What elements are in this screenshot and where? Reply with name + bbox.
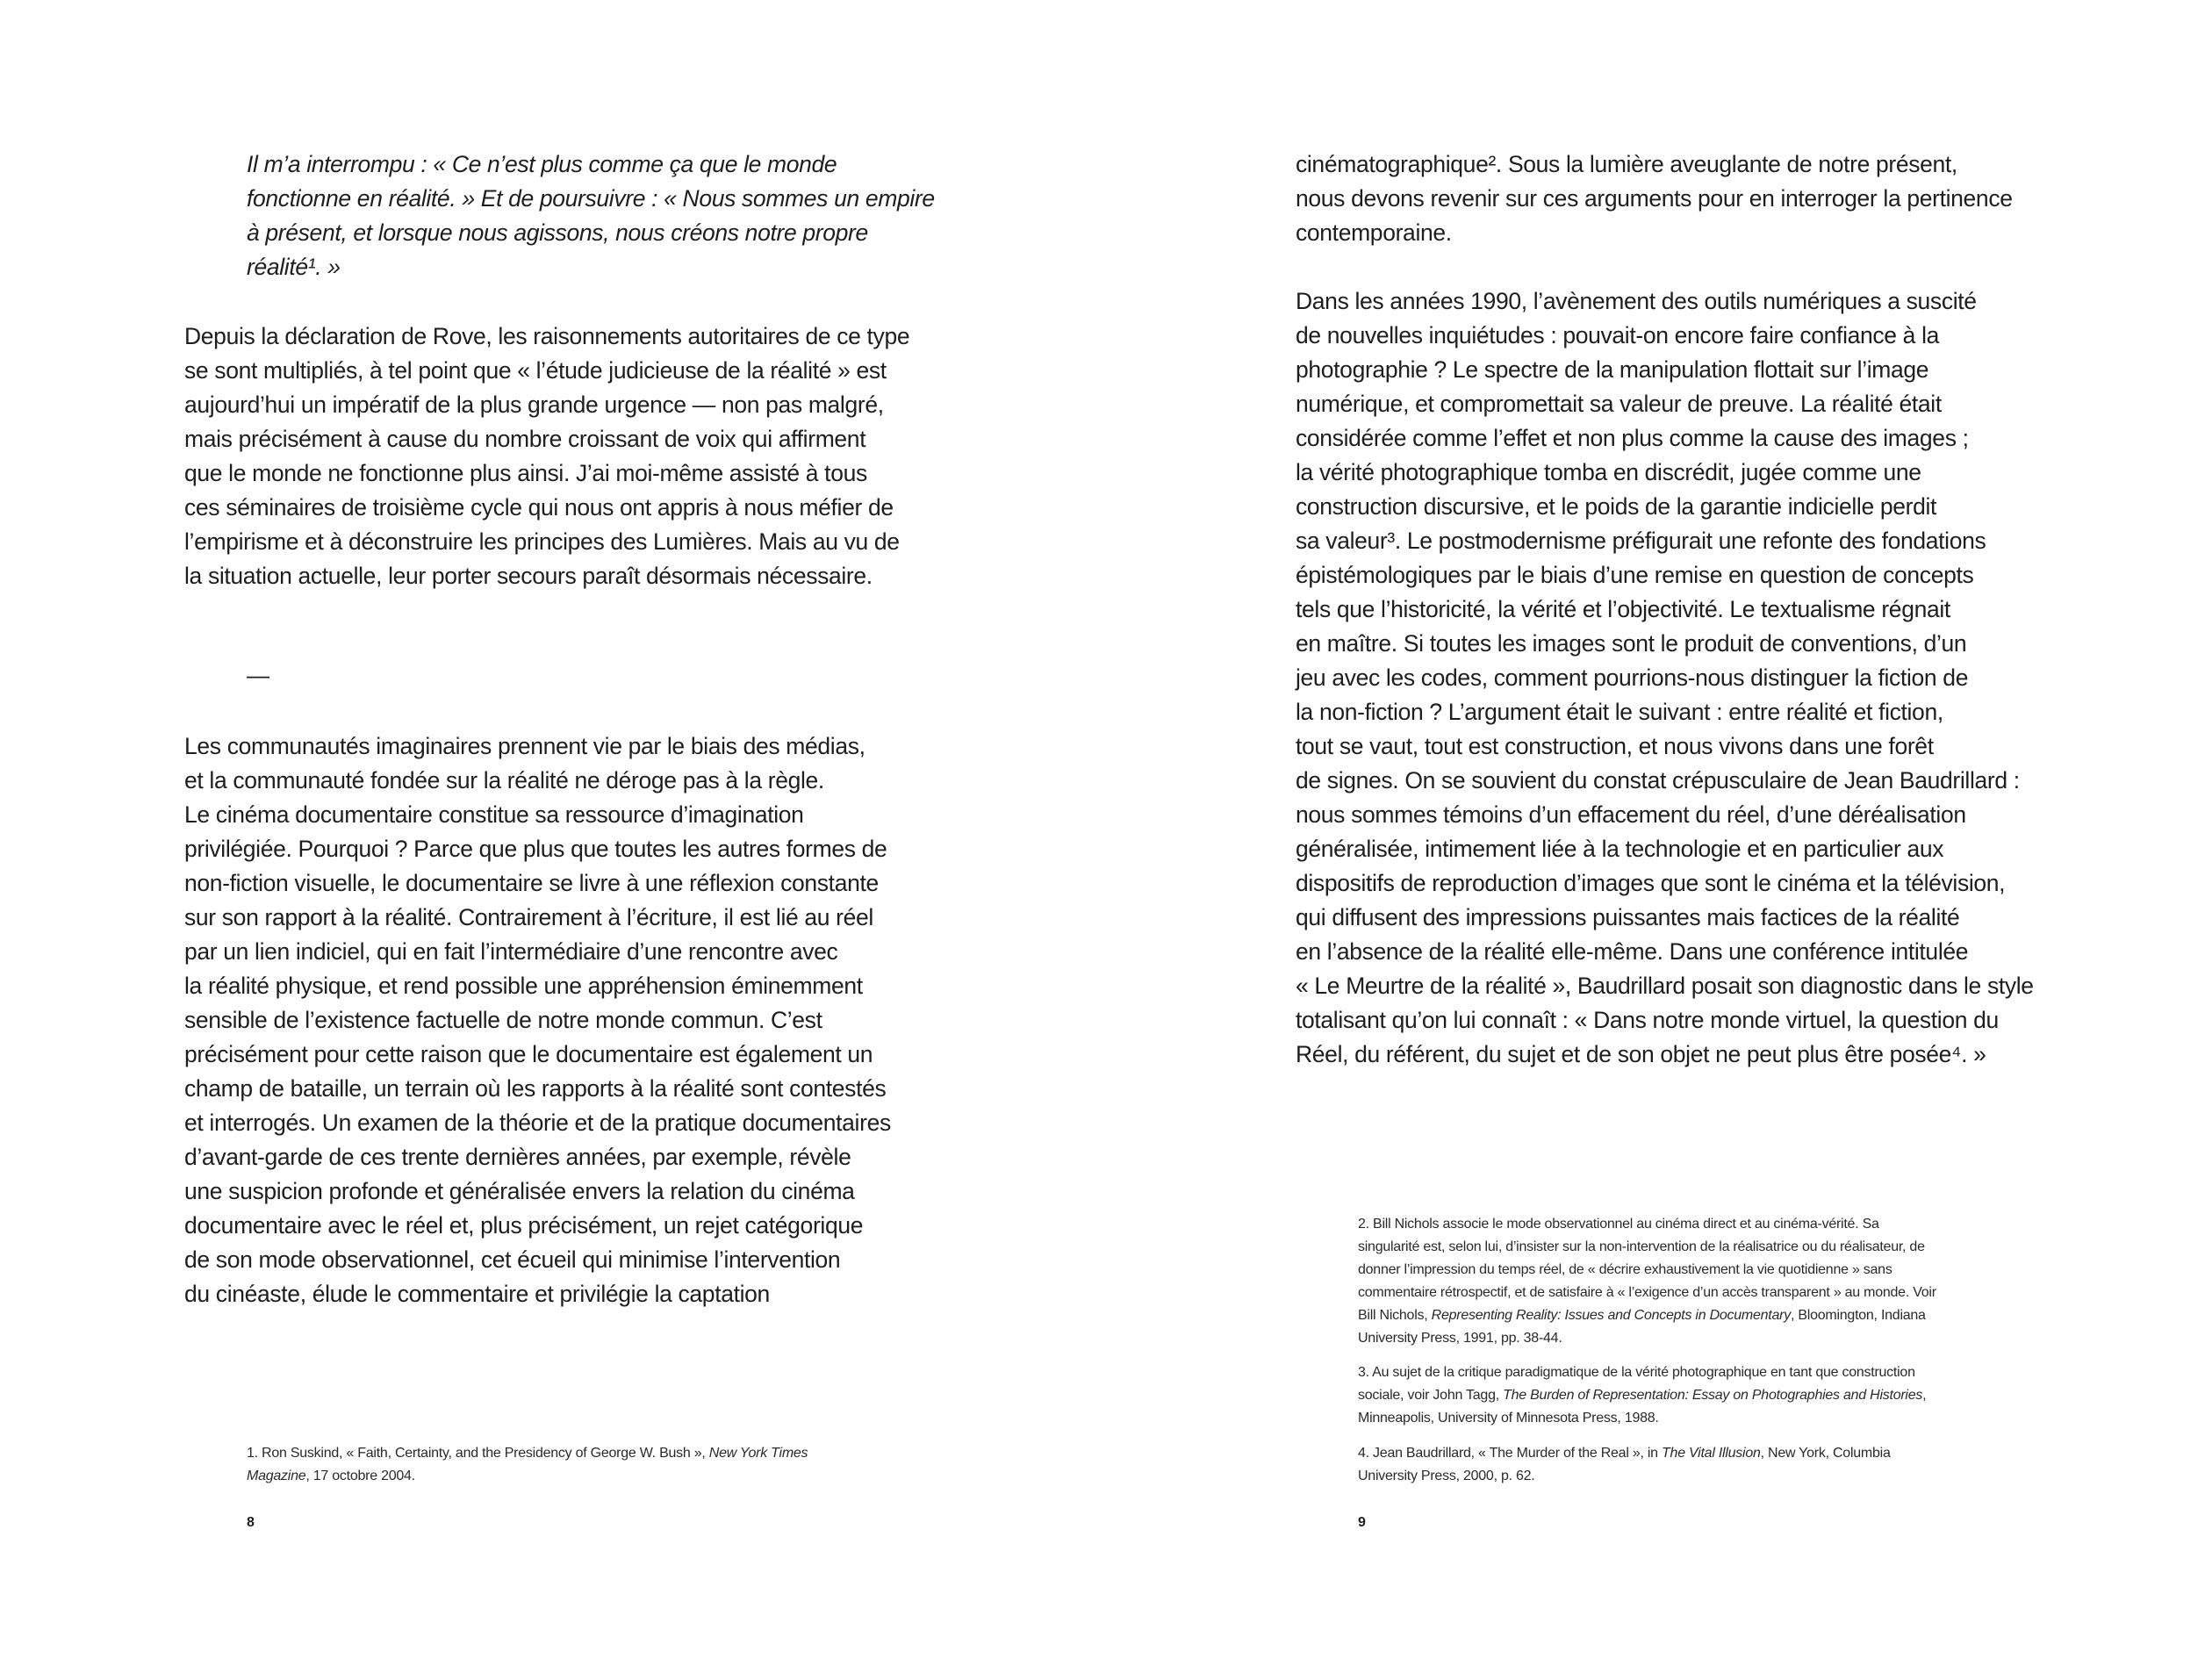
footnote-line bbox=[247, 1442, 808, 1465]
footnote-line bbox=[1358, 1259, 1936, 1282]
footnote-line bbox=[1358, 1282, 1936, 1304]
footnote-text: , 17 octobre 2004. bbox=[305, 1469, 415, 1483]
text-line: documentaire avec le réel et, plus précisément, un rejet catégorique bbox=[184, 1212, 864, 1239]
footnote-text: 4. Jean Baudrillard, « The Murder of the Real », in bbox=[1358, 1446, 1663, 1461]
text-line: Les communautés imaginaires prennent vie par le biais des médias, bbox=[184, 733, 865, 759]
text-line: épistémologiques par le biais d’une remise en question de concepts bbox=[1296, 562, 1974, 588]
text-line: totalisant qu’on lui connaît : « Dans notre monde virtuel, la question du bbox=[1296, 1007, 1999, 1033]
footnote-text: singularité est, selon lui, d’insister sur la non-intervention de la réalisatrice ou du réalisateur, de bbox=[1358, 1239, 1925, 1254]
footnote-text: sociale, voir John Tagg, bbox=[1358, 1388, 1504, 1403]
text-line: construction discursive, et le poids de la garantie indicielle perdit bbox=[1296, 493, 1937, 520]
text-line: par un lien indiciel, qui en fait l’intermédiaire d’une rencontre avec bbox=[184, 938, 838, 965]
right-paragraph-1 bbox=[1296, 147, 2013, 250]
text-line: sur son rapport à la réalité. Contrairement à l’écriture, il est lié au réel bbox=[184, 904, 873, 930]
footnote-text: commentaire rétrospectif, et de satisfaire à « l’exigence d’un accès transparent » au monde. Voir bbox=[1358, 1285, 1936, 1300]
footnote-line bbox=[1358, 1465, 1891, 1488]
text-line: et interrogés. Un examen de la théorie et de la pratique documentaires bbox=[184, 1110, 891, 1136]
footnote-text: 2. Bill Nichols associe le mode observationnel au cinéma direct et au cinéma-vérité. Sa bbox=[1358, 1217, 1879, 1232]
footnote-line bbox=[1358, 1361, 1926, 1384]
text-line: privilégiée. Pourquoi ? Parce que plus que toutes les autres formes de bbox=[184, 836, 887, 862]
left-paragraph-1 bbox=[184, 320, 909, 593]
page-number-left: 8 bbox=[247, 1515, 255, 1530]
text-line: ces séminaires de troisième cycle qui nous ont appris à nous méfier de bbox=[184, 494, 894, 521]
text-line: fonctionne en réalité. » Et de poursuivre : « Nous sommes un empire bbox=[247, 185, 935, 212]
text-line: la réalité physique, et rend possible une appréhension éminemment bbox=[184, 973, 863, 999]
footnote-2 bbox=[1358, 1213, 1936, 1350]
text-line: Dans les années 1990, l’avènement des outils numériques a suscité bbox=[1296, 288, 1977, 314]
footnote-text: , New York, Columbia bbox=[1760, 1446, 1891, 1461]
text-line: sa valeur³. Le postmodernisme préfigurait une refonte des fondations bbox=[1296, 528, 1986, 554]
text-line: l’empirisme et à déconstruire les principes des Lumières. Mais au vu de bbox=[184, 528, 900, 555]
footnote-3 bbox=[1358, 1361, 1926, 1430]
block-quote bbox=[247, 147, 935, 284]
text-line: réalité¹. » bbox=[247, 254, 341, 280]
text-line: cinématographique². Sous la lumière aveuglante de notre présent, bbox=[1296, 151, 1957, 177]
footnote-line bbox=[1358, 1384, 1926, 1407]
text-line: non-fiction visuelle, le documentaire se livre à une réflexion constante bbox=[184, 870, 879, 896]
text-line: du cinéaste, élude le commentaire et privilégie la captation bbox=[184, 1281, 770, 1307]
text-line: nous sommes témoins d’un effacement du réel, d’une déréalisation bbox=[1296, 801, 1966, 828]
text-line: la non-fiction ? L’argument était le suivant : entre réalité et fiction, bbox=[1296, 699, 1943, 725]
footnote-line bbox=[1358, 1213, 1936, 1236]
italic-title: Magazine bbox=[247, 1469, 306, 1483]
text-line: la situation actuelle, leur porter secours paraît désormais nécessaire. bbox=[184, 563, 873, 589]
text-line: Il m’a interrompu : « Ce n’est plus comme ça que le monde bbox=[247, 151, 837, 177]
text-line: la vérité photographique tomba en discrédit, jugée comme une bbox=[1296, 459, 1921, 485]
footnote-text: donner l’impression du temps réel, de « décrire exhaustivement la vie quotidienne » sans bbox=[1358, 1262, 1892, 1277]
footnote-text: Bill Nichols, bbox=[1358, 1308, 1432, 1323]
text-line: de son mode observationnel, cet écueil qui minimise l’intervention bbox=[184, 1246, 841, 1273]
right-paragraph-2 bbox=[1296, 284, 2034, 1072]
text-line: mais précisément à cause du nombre croissant de voix qui affirment bbox=[184, 426, 866, 452]
page-number-right: 9 bbox=[1358, 1515, 1366, 1530]
footnote-text: 3. Au sujet de la critique paradigmatique de la vérité photographique en tant que construction bbox=[1358, 1365, 1915, 1380]
text-line: d’avant-garde de ces trente dernières années, par exemple, révèle bbox=[184, 1144, 851, 1170]
footnote-line bbox=[1358, 1236, 1936, 1259]
left-paragraph-2 bbox=[184, 729, 891, 1311]
text-line: et la communauté fondée sur la réalité ne déroge pas à la règle. bbox=[184, 767, 824, 794]
text-line: Le cinéma documentaire constitue sa ressource d’imagination bbox=[184, 801, 804, 828]
footnote-text: , bbox=[1922, 1388, 1927, 1403]
section-separator: — bbox=[247, 662, 269, 688]
footnote-line bbox=[1358, 1327, 1936, 1350]
footnote-text: 1. Ron Suskind, « Faith, Certainty, and the Presidency of George W. Bush », bbox=[247, 1446, 709, 1461]
footnote-line bbox=[1358, 1304, 1936, 1327]
text-line: Réel, du référent, du sujet et de son objet ne peut plus être posée⁴. » bbox=[1296, 1041, 1986, 1067]
text-line: dispositifs de reproduction d’images que sont le cinéma et la télévision, bbox=[1296, 870, 2006, 896]
text-line: se sont multipliés, à tel point que « l’étude judicieuse de la réalité » est bbox=[184, 357, 887, 384]
footnote-text: , Bloomington, Indiana bbox=[1790, 1308, 1926, 1323]
text-line: précisément pour cette raison que le documentaire est également un bbox=[184, 1041, 873, 1067]
text-line: sensible de l’existence factuelle de notre monde commun. C’est bbox=[184, 1007, 822, 1033]
text-line: à présent, et lorsque nous agissons, nous créons notre propre bbox=[247, 219, 868, 246]
footnote-line bbox=[247, 1465, 808, 1488]
text-line: contemporaine. bbox=[1296, 219, 1452, 246]
text-line: une suspicion profonde et généralisée envers la relation du cinéma bbox=[184, 1178, 855, 1204]
text-line: en l’absence de la réalité elle-même. Dans une conférence intitulée bbox=[1296, 938, 1969, 965]
text-line: nous devons revenir sur ces arguments pour en interroger la pertinence bbox=[1296, 185, 2013, 212]
footnote-text: University Press, 1991, pp. 38-44. bbox=[1358, 1331, 1562, 1346]
italic-title: New York Times bbox=[708, 1446, 808, 1461]
text-line: généralisée, intimement liée à la technologie et en particulier aux bbox=[1296, 836, 1944, 862]
text-line: jeu avec les codes, comment pourrions-nous distinguer la fiction de bbox=[1296, 664, 1969, 691]
text-line: Depuis la déclaration de Rove, les raisonnements autoritaires de ce type bbox=[184, 323, 910, 349]
footnote-line bbox=[1358, 1442, 1891, 1465]
footnote-text: University Press, 2000, p. 62. bbox=[1358, 1469, 1535, 1483]
text-line: tout se vaut, tout est construction, et nous vivons dans une forêt bbox=[1296, 733, 1934, 759]
footnote-text: Minneapolis, University of Minnesota Press, 1988. bbox=[1358, 1411, 1659, 1426]
footnote-line bbox=[1358, 1407, 1926, 1430]
text-line: qui diffusent des impressions puissantes mais factices de la réalité bbox=[1296, 904, 1960, 930]
text-line: aujourd’hui un impératif de la plus grande urgence — non pas malgré, bbox=[184, 391, 884, 418]
italic-title: The Burden of Representation: Essay on Photographies and Histories bbox=[1503, 1388, 1923, 1403]
text-line: champ de bataille, un terrain où les rapports à la réalité sont contestés bbox=[184, 1075, 887, 1102]
footnote-4 bbox=[1358, 1442, 1891, 1488]
text-line: de signes. On se souvient du constat crépusculaire de Jean Baudrillard : bbox=[1296, 767, 2020, 794]
text-line: numérique, et compromettait sa valeur de preuve. La réalité était bbox=[1296, 391, 1942, 417]
text-line: photographie ? Le spectre de la manipulation flottait sur l’image bbox=[1296, 356, 1929, 383]
italic-title: Representing Reality: Issues and Concepts in Documentary bbox=[1431, 1308, 1791, 1323]
italic-title: The Vital Illusion bbox=[1662, 1446, 1761, 1461]
text-line: en maître. Si toutes les images sont le produit de conventions, d’un bbox=[1296, 630, 1967, 657]
text-line: tels que l’historicité, la vérité et l’objectivité. Le textualisme régnait bbox=[1296, 596, 1950, 622]
text-line: considérée comme l’effet et non plus comme la cause des images ; bbox=[1296, 425, 1969, 451]
text-line: que le monde ne fonctionne plus ainsi. J’ai moi-même assisté à tous bbox=[184, 460, 867, 486]
text-line: de nouvelles inquiétudes : pouvait-on encore faire confiance à la bbox=[1296, 322, 1940, 348]
text-line: « Le Meurtre de la réalité », Baudrillard posait son diagnostic dans le style bbox=[1296, 973, 2034, 999]
footnote-1 bbox=[247, 1442, 808, 1488]
